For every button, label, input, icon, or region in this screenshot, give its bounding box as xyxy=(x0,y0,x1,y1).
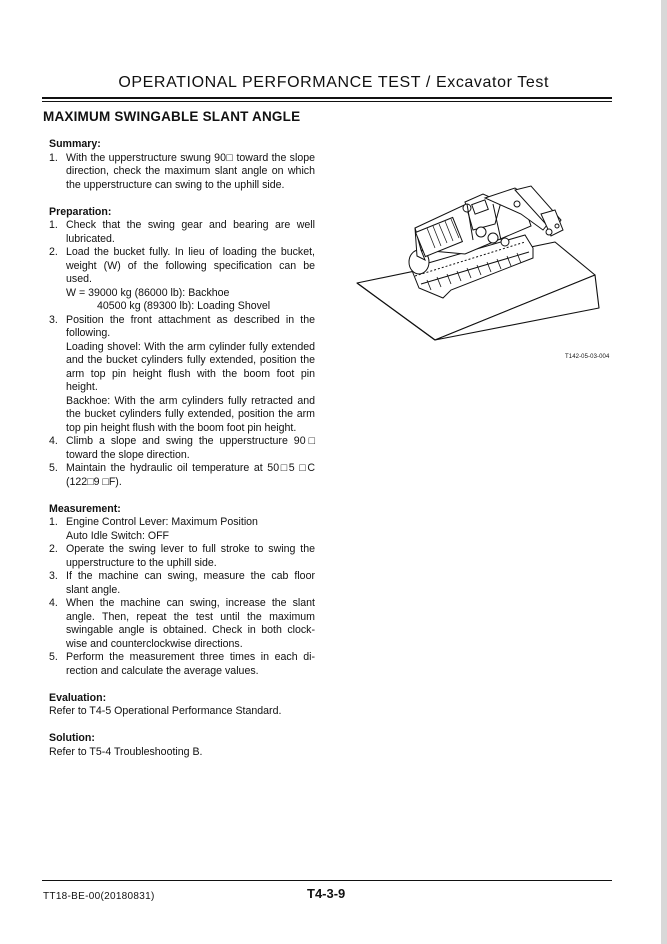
weight-backhoe: W = 39000 kg (86000 lb): Backhoe xyxy=(66,286,230,299)
item-number: 4. xyxy=(49,435,58,447)
item-number: 1. xyxy=(49,516,58,528)
measurement-item xyxy=(49,597,315,651)
item-number: 5. xyxy=(49,462,58,474)
preparation-item xyxy=(49,246,315,287)
item-number: 3. xyxy=(49,570,58,582)
summary-item xyxy=(49,152,315,193)
auto-idle-note: Auto Idle Switch: OFF xyxy=(66,529,170,542)
item-number: 1. xyxy=(49,219,58,231)
preparation-item xyxy=(49,435,315,462)
item-text: With the upperstructure swung 90□ toward the slope direction, check the maximum slant angle on which the upperstructure can swing to the uphill side. xyxy=(66,151,315,191)
solution-block xyxy=(49,732,315,759)
solution-text: Refer to T5-4 Troubleshooting B. xyxy=(49,745,203,758)
weight-shovel: 40500 kg (89300 lb): Loading Shovel xyxy=(97,300,271,312)
figure-caption: T142-05-03-004 xyxy=(565,354,610,360)
item-number: 1. xyxy=(49,151,58,164)
summary-block xyxy=(49,138,315,192)
preparation-item xyxy=(49,462,315,489)
preparation-block xyxy=(49,206,315,490)
body-column xyxy=(49,138,315,773)
item-text: Engine Control Lever: Maximum Position xyxy=(66,516,258,528)
item-number: 4. xyxy=(49,597,58,609)
preparation-item xyxy=(49,219,315,246)
footer-page-number: T4-3-9 xyxy=(307,886,346,901)
page-header xyxy=(42,74,612,92)
item-text: Perform the measurement three times in each di-rection and calculate the average values. xyxy=(66,651,315,677)
item-number: 5. xyxy=(49,651,58,663)
footer-rule xyxy=(42,880,612,881)
solution-heading: Solution: xyxy=(49,732,95,744)
item-text: Climb a slope and swing the upperstructure 90□ toward the slope direction. xyxy=(66,435,315,461)
header-rule-thin xyxy=(42,101,612,102)
footer-doc-code: TT18-BE-00(20180831) xyxy=(43,891,155,902)
backhoe-note: Backhoe: With the arm cylinders fully retracted and the bucket cylinders fully extended, position the arm top pin height flush with the boom foot pin height. xyxy=(66,394,315,434)
excavator-on-slope-illustration xyxy=(355,180,615,350)
item-text: Maintain the hydraulic oil temperature at 50□5 □C (122□9 □F). xyxy=(66,462,315,488)
measurement-item xyxy=(49,543,315,570)
section-title: MAXIMUM SWINGABLE SLANT ANGLE xyxy=(43,109,301,124)
loading-shovel-note: Loading shovel: With the arm cylinder fully extended and the bucket cylinders fully extended, position the arm top pin height flush with the boom foot pin height. xyxy=(66,340,315,393)
item-number: 2. xyxy=(49,543,58,555)
header-title: OPERATIONAL PERFORMANCE TEST / Excavator Test xyxy=(118,74,549,91)
item-text: Position the front attachment as described in the following. xyxy=(66,313,315,339)
item-text: Operate the swing lever to full stroke to swing the upperstructure to the uphill side. xyxy=(66,543,315,569)
measurement-item xyxy=(49,516,315,530)
measurement-item xyxy=(49,651,315,678)
summary-heading: Summary: xyxy=(49,138,101,150)
measurement-item xyxy=(49,570,315,597)
measurement-block xyxy=(49,503,315,679)
evaluation-block xyxy=(49,692,315,719)
item-text: If the machine can swing, measure the cab floor slant angle. xyxy=(66,570,315,596)
preparation-item xyxy=(49,314,315,341)
item-text: Check that the swing gear and bearing are well lubricated. xyxy=(66,219,315,245)
preparation-heading: Preparation: xyxy=(49,205,112,218)
page-edge-shadow xyxy=(661,0,667,944)
item-text: When the machine can swing, increase the slant angle. Then, repeat the test until the maximum swingable angle is obtained. Check in both clock-wise and counterclockwise directions. xyxy=(66,597,315,650)
header-rule xyxy=(42,97,612,99)
evaluation-text: Refer to T4-5 Operational Performance Standard. xyxy=(49,705,282,717)
item-text: Load the bucket fully. In lieu of loading the bucket, weight (W) of the following specification can be used. xyxy=(66,246,315,285)
item-number: 2. xyxy=(49,246,58,258)
item-number: 3. xyxy=(49,313,58,326)
evaluation-heading: Evaluation: xyxy=(49,691,107,704)
measurement-heading: Measurement: xyxy=(49,502,121,515)
